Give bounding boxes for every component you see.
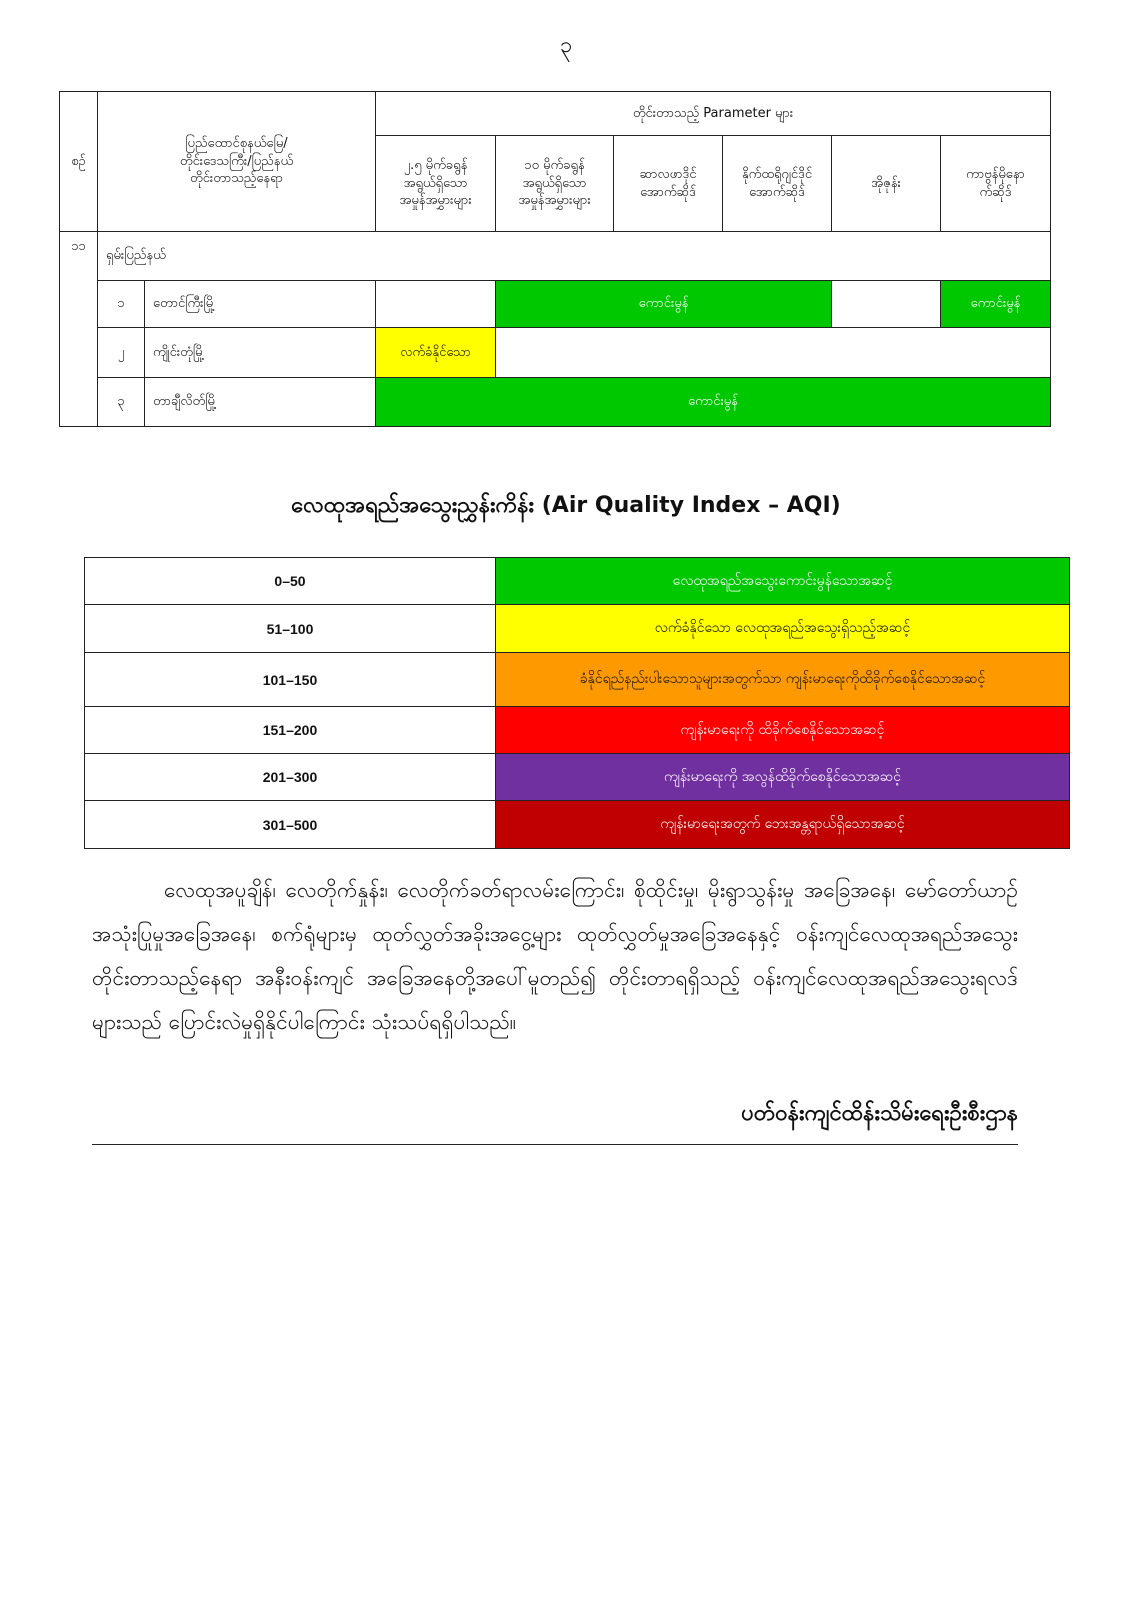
aqi-range: 51–100 <box>85 605 496 653</box>
aqi-level-label: လေထုအရည်အသွေးကောင်းမွန်သောအဆင့် <box>496 558 1070 605</box>
aqi-range: 101–150 <box>85 653 496 707</box>
table-row <box>60 378 1051 427</box>
aqi-range: 151–200 <box>85 707 496 754</box>
aqi-row <box>85 653 1070 707</box>
body-paragraph: လေထုအပူချိန်၊ လေတိုက်နှုန်း၊ လေတိုက်ခတ်ရာလမ်းကြောင်း၊ စိုထိုင်းမှု၊ မိုးရွာသွန်းမှု အခြေအနေ၊ မော်တော်ယာဉ်အသုံးပြုမှုအခြေအနေ၊ စက်ရုံများမှ ထုတ်လွှတ်အခိုးအငွေ့များ ထုတ်လွှတ်မှုအခြေအနေနှင့် ဝန်းကျင်လေထုအရည်အသွေးတိုင်းတာသည့်နေရာ အနီးဝန်းကျင် အခြေအနေတို့အပေါ်မူတည်၍ တိုင်းတာရရှိသည့် ဝန်းကျင်လေထုအရည်အသွေးရလဒ်များသည် ပြောင်းလဲမှုရှိနိုင်ပါကြောင်း သုံးသပ်ရရှိပါသည်။ <box>92 878 1018 1034</box>
header-parameters-group: တိုင်းတာသည့် Parameter များ <box>376 92 1051 136</box>
region-number: ၁၁ <box>60 232 98 281</box>
header-location: ပြည်ထောင်စုနယ်မြေ/ တိုင်းဒေသကြီး/ပြည်နယ် တိုင်းတာသည့်နေရာ <box>98 92 376 232</box>
aqi-level-label: ကျန်းမာရေးကို အလွန်ထိခိုက်စေနိုင်သောအဆင့် <box>496 754 1070 801</box>
aqi-title: လေထုအရည်အသွေးညွှန်းကိန်း (Air Quality Index – AQI) <box>291 493 841 518</box>
row-number: ၂ <box>98 328 145 378</box>
aqi-row <box>85 707 1070 754</box>
row-number: ၁ <box>98 281 145 328</box>
pm25-cell <box>376 281 496 328</box>
table-row <box>60 328 1051 378</box>
aqi-level-label: ကျန်းမာရေးကို ထိခိုက်စေနိုင်သောအဆင့် <box>496 707 1070 754</box>
ozone-cell <box>832 281 941 328</box>
aqi-row <box>85 754 1070 801</box>
city-name: တောင်ကြီးမြို့ <box>145 281 376 328</box>
status-good-cell: ကောင်းမွန် <box>376 378 1051 427</box>
city-name: ကျိုင်းတုံမြို့ <box>145 328 376 378</box>
empty-parameter-cells <box>496 328 1051 378</box>
header-serial-no: စဉ် <box>60 92 98 232</box>
status-moderate-cell: လက်ခံနိုင်သော <box>376 328 496 378</box>
header-no2: နိုက်ထရိုဂျင်ဒိုင် အောက်ဆိုဒ် <box>723 136 832 232</box>
aqi-legend-table <box>84 557 1070 849</box>
aqi-row <box>85 558 1070 605</box>
header-pm25: ၂.၅ မိုက်ခရွန် အရွယ်ရှိသော အမှုန်အမွှားများ <box>376 136 496 232</box>
co-status-cell: ကောင်းမွန် <box>941 281 1051 328</box>
page-number: ၃ <box>559 33 573 58</box>
parameter-table <box>59 91 1051 427</box>
city-name: တာချီလိတ်မြို့ <box>145 378 376 427</box>
aqi-range: 0–50 <box>85 558 496 605</box>
aqi-range: 201–300 <box>85 754 496 801</box>
header-pm10: ၁၀ မိုက်ခရွန် အရွယ်ရှိသော အမှုန်အမွှားများ <box>496 136 614 232</box>
aqi-range: 301–500 <box>85 801 496 849</box>
aqi-row <box>85 801 1070 849</box>
header-so2: ဆာလဖာဒိုင် အောက်ဆိုဒ် <box>614 136 723 232</box>
table-row <box>60 281 1051 328</box>
divider-line <box>92 1144 1018 1145</box>
header-ozone: အိုဇုန်း <box>832 136 941 232</box>
aqi-level-label: လက်ခံနိုင်သော လေထုအရည်အသွေးရှိသည့်အဆင့် <box>496 605 1070 653</box>
aqi-row <box>85 605 1070 653</box>
region-name: ရှမ်းပြည်နယ် <box>98 232 1051 281</box>
header-co: ကာဗွန်မိုနော က်ဆိုဒ် <box>941 136 1051 232</box>
aqi-level-label: ကျန်းမာရေးအတွက် ဘေးအန္တရာယ်ရှိသောအဆင့် <box>496 801 1070 849</box>
status-good-cell: ကောင်းမွန် <box>496 281 832 328</box>
row-number: ၃ <box>98 378 145 427</box>
department-signature: ပတ်ဝန်းကျင်ထိန်းသိမ်းရေးဦးစီးဌာန <box>741 1101 1018 1126</box>
aqi-level-label: ခံနိုင်ရည်နည်းပါးသောသူများအတွက်သာ ကျန်းမာရေးကိုထိခိုက်စေနိုင်သောအဆင့် <box>496 653 1070 707</box>
